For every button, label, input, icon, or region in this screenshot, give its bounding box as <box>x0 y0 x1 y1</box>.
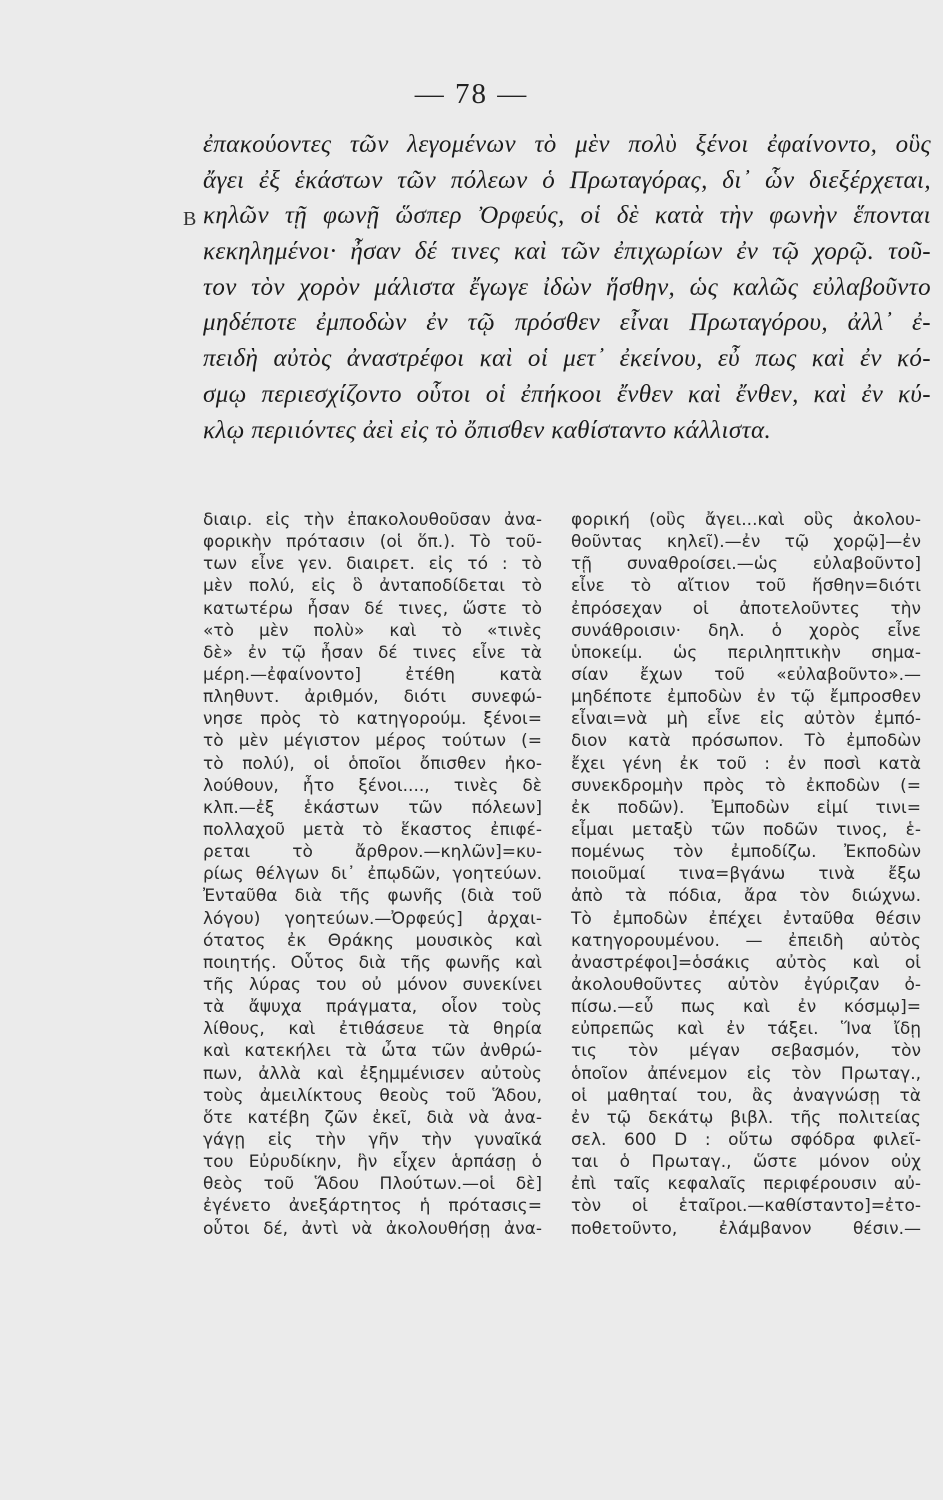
note-line: πίσω.—εὖ πως καὶ ἐν κόσμῳ]= <box>571 997 921 1018</box>
note-line: μὲν πολύ, εἰς ὃ ἀνταποδίδεται τὸ <box>203 576 542 597</box>
notes-left-column <box>203 509 542 1240</box>
note-line: ἔχει γένη ἐκ τοῦ : ἐν ποσὶ κατὰ <box>571 753 921 774</box>
note-line: τὸ πολύ), οἱ ὁποῖοι ὄπισθεν ἠκο- <box>203 753 542 774</box>
note-line: δὲ» ἐν τῷ ἦσαν δέ τινες εἶνε τὰ <box>203 642 542 663</box>
note-line: ἐπρόσεχαν οἱ ἀποτελοῦντες τὴν <box>571 598 921 619</box>
note-line: οὗτοι δέ, ἀντὶ νὰ ἀκολουθήσῃ ἀνα- <box>203 1218 542 1239</box>
main-text-line: μηδέποτε ἐμποδὼν ἐν τῷ πρόσθεν εἶναι Πρωταγόρου, ἀλλ᾽ ἐ- <box>203 309 931 337</box>
note-line: τῇ συναθροίσει.—ὡς εὐλαβοῦντο] <box>571 554 921 575</box>
main-text-line: πειδὴ αὐτὸς ἀναστρέφοι καὶ οἱ μετ᾽ ἐκείνου, εὖ πως καὶ ἐν κό- <box>203 345 931 373</box>
note-line: διον κατὰ πρόσωπον. Τὸ ἐμποδὼν <box>571 731 921 752</box>
page-number: — 78 — <box>414 78 529 110</box>
note-line: κλπ.—ἐξ ἑκάστων τῶν πόλεων] <box>203 797 542 818</box>
note-line: ότατος ἐκ Θράκης μουσικὸς καὶ <box>203 930 542 951</box>
note-line: ἀναστρέφοι]=ὁσάκις αὐτὸς καὶ οἱ <box>571 952 921 973</box>
note-line: τις τὸν μέγαν σεβασμόν, τὸν <box>571 1041 921 1062</box>
note-line: τοὺς ἀμειλίκτους θεοὺς τοῦ Ἅδου, <box>203 1085 542 1106</box>
main-text-line: κηλῶν τῇ φωνῇ ὥσπερ Ὀρφεύς, οἱ δὲ κατὰ τὴν φωνὴν ἕπονται <box>203 202 931 230</box>
note-line: εὐπρεπῶς καὶ ἐν τάξει. Ἵνα ἴδῃ <box>571 1019 921 1040</box>
note-line: ρίως θέλγων δι᾽ ἐπῳδῶν, γοητεύων. <box>203 864 542 885</box>
note-line: θεὸς τοῦ Ἅδου Πλούτων.—οἱ δὲ] <box>203 1174 542 1195</box>
note-line: ἐν τῷ δεκάτῳ βιβλ. τῆς πολιτείας <box>571 1107 921 1128</box>
note-line: κατωτέρω ἦσαν δέ τινες, ὥστε τὸ <box>203 598 542 619</box>
note-line: φορική (οὓς ἄγει...καὶ οὓς ἀκολου- <box>571 510 921 530</box>
main-text-line: κεκηλημένοι· ἦσαν δέ τινες καὶ τῶν ἐπιχωρίων ἐν τῷ χορῷ. τοῦ- <box>203 238 931 266</box>
note-line: «τὸ μὲν πολὺ» καὶ τὸ «τινὲς <box>203 620 542 641</box>
note-line: ται ὁ Πρωταγ., ὥστε μόνον οὐχ <box>571 1152 921 1173</box>
note-line: θοῦντας κηλεῖ).—ἐν τῷ χορῷ]—ἐν <box>571 532 921 553</box>
note-line: σίαν ἔχων τοῦ «εὐλαβοῦντο».— <box>571 664 921 685</box>
note-line: ποιητής. Οὗτος διὰ τῆς φωνῆς καὶ <box>203 952 542 973</box>
note-line: διαιρ. εἰς τὴν ἐπακολουθοῦσαν ἀνα- <box>203 510 542 530</box>
note-line: μέρη.—ἐφαίνοντο] ἐτέθη κατὰ <box>203 664 542 685</box>
main-text-line: κλῳ περιιόντες ἀεὶ εἰς τὸ ὄπισθεν καθίσταντο κάλλιστα. <box>203 416 772 444</box>
note-line: πολλαχοῦ μετὰ τὸ ἕκαστος ἐπιφέ- <box>203 819 542 840</box>
note-line: συνεκδρομὴν πρὸς τὸ ἐκποδὼν (= <box>571 775 921 796</box>
note-line: νησε πρὸς τὸ κατηγορούμ. ξένοι= <box>203 709 542 730</box>
note-line: εἶμαι μεταξὺ τῶν ποδῶν τινος, ἑ- <box>571 819 921 840</box>
note-line: ἐπὶ ταῖς κεφαλαῖς περιφέρουσιν αὐ- <box>571 1174 921 1195</box>
note-line: ἀπὸ τὰ πόδια, ἄρα τὸν διώχνω. <box>571 886 921 907</box>
note-line: ὑποκείμ. ὡς περιληπτικὴν σημα- <box>571 642 921 663</box>
note-line: τὸν οἱ ἑταῖροι.—καθίσταντο]=ἐτο- <box>571 1196 921 1217</box>
note-line: Ἐνταῦθα διὰ τῆς φωνῆς (διὰ τοῦ <box>203 886 542 907</box>
note-line: μηδέποτε ἐμποδὼν ἐν τῷ ἔμπροσθεν <box>571 687 921 708</box>
note-line: καὶ κατεκήλει τὰ ὦτα τῶν ἀνθρώ- <box>203 1041 542 1062</box>
notes-right-column <box>571 509 921 1240</box>
note-line: τὸ μὲν μέγιστον μέρος τούτων (= <box>203 731 542 752</box>
main-text <box>203 127 931 448</box>
note-line: ἐγένετο ἀνεξάρτητος ἡ πρότασις= <box>203 1196 542 1217</box>
note-line: των εἶνε γεν. διαιρετ. εἰς τό : τὸ <box>203 554 542 575</box>
note-line: κατηγορουμένου. — ἐπειδὴ αὐτὸς <box>571 930 921 951</box>
main-text-line: ἄγει ἐξ ἑκάστων τῶν πόλεων ὁ Πρωταγόρας, δι᾽ ὧν διεξέρχεται, <box>203 166 931 194</box>
note-line: εἶναι=νὰ μὴ εἶνε εἰς αὐτὸν ἐμπό- <box>571 709 921 730</box>
note-line: τὰ ἄψυχα πράγματα, οἷον τοὺς <box>203 997 542 1018</box>
note-line: ἀκολουθοῦντες αὐτὸν ἐγύριζαν ὀ- <box>571 974 921 995</box>
note-line: ὁποῖον ἀπένεμον εἰς τὸν Πρωταγ., <box>571 1063 921 1084</box>
note-line: σελ. 600 D : οὕτω σφόδρα φιλεῖ- <box>571 1129 921 1150</box>
note-line: τῆς λύρας του οὐ μόνον συνεκίνει <box>203 974 542 995</box>
note-line: γάγῃ εἰς τὴν γῆν τὴν γυναῖκά <box>203 1129 542 1150</box>
note-line: ἐκ ποδῶν). Ἐμποδὼν εἰμί τινι= <box>571 797 921 818</box>
note-line: του Εὐρυδίκην, ἣν εἶχεν ἁρπάσῃ ὁ <box>203 1152 542 1173</box>
margin-marker: B <box>183 208 197 230</box>
note-line: λόγου) γοητεύων.—Ὀρφεύς] ἀρχαι- <box>203 908 542 929</box>
main-text-line: ἐπακούοντες τῶν λεγομένων τὸ μὲν πολὺ ξένοι ἐφαίνοντο, οὓς <box>203 131 931 158</box>
note-line: πληθυντ. ἀριθμόν, διότι συνεφώ- <box>203 687 542 708</box>
note-line: συνάθροισιν· δηλ. ὁ χορὸς εἶνε <box>571 620 921 641</box>
main-text-line: σμῳ περιεσχίζοντο οὗτοι οἱ ἐπήκοοι ἔνθεν καὶ ἔνθεν, καὶ ἐν κύ- <box>203 380 931 408</box>
note-line: λούθουν, ἦτο ξένοι...., τινὲς δὲ <box>203 775 542 796</box>
note-line: πων, ἀλλὰ καὶ ἐξημμένισεν αὐτοὺς <box>203 1063 542 1084</box>
main-text-line: τον τὸν χορὸν μάλιστα ἔγωγε ἰδὼν ἥσθην, ὡς καλῶς εὐλαβοῦντο <box>203 273 931 301</box>
note-line: εἶνε τὸ αἴτιον τοῦ ἥσθην=διότι <box>571 576 921 597</box>
note-line: φορικὴν πρότασιν (οἱ ὅπ.). Τὸ τοῦ- <box>203 532 542 553</box>
note-line: ρεται τὸ ἄρθρον.—κηλῶν]=κυ- <box>203 842 542 863</box>
note-line: οἱ μαθηταί του, ἂς ἀναγνώσῃ τὰ <box>571 1085 921 1106</box>
note-line: ποθετοῦντο, ἐλάμβανον θέσιν.— <box>571 1218 921 1239</box>
note-line: ποιοῦμαί τινα=βγάνω τινὰ ἔξω <box>571 864 921 885</box>
note-line: πομένως τὸν ἐμποδίζω. Ἐκποδὼν <box>571 842 921 863</box>
note-line: Τὸ ἐμποδὼν ἐπέχει ἐνταῦθα θέσιν <box>571 908 921 929</box>
note-line: ὅτε κατέβη ζῶν ἐκεῖ, διὰ νὰ ἀνα- <box>203 1107 542 1128</box>
note-line: λίθους, καὶ ἐτιθάσευε τὰ θηρία <box>203 1019 542 1040</box>
